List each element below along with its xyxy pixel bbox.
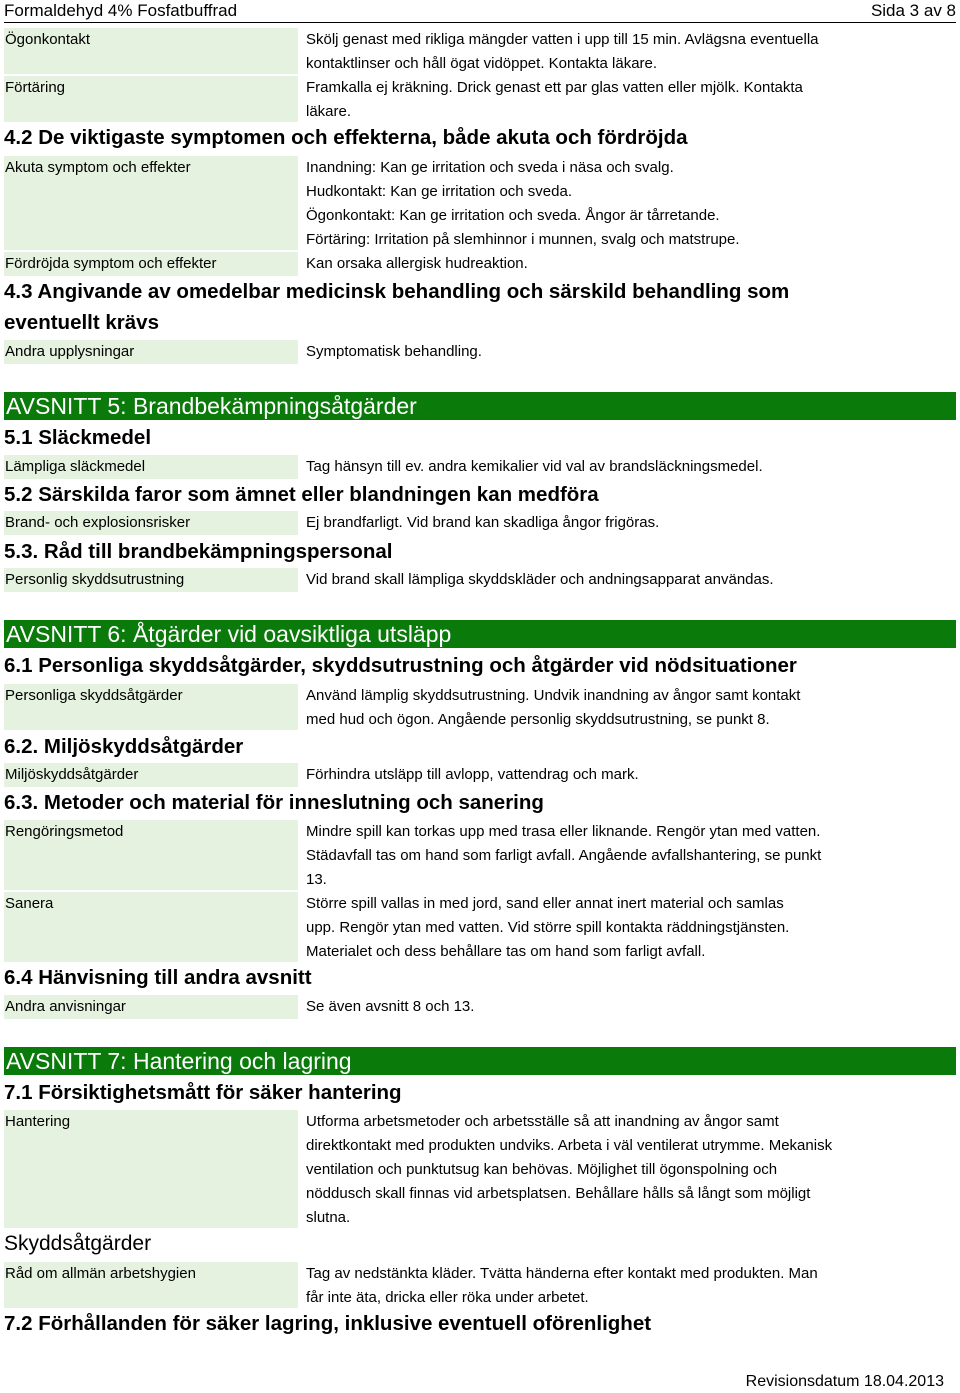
subsection-heading: 6.3. Metoder och material för inneslutning och sanering xyxy=(4,791,544,814)
row-label: Miljöskyddsåtgärder xyxy=(4,763,298,787)
row-label: Brand- och explosionsrisker xyxy=(4,511,298,535)
row-label: Rengöringsmetod xyxy=(4,820,298,890)
row-label: Förtäring xyxy=(4,76,298,122)
section-heading: AVSNITT 6: Åtgärder vid oavsiktliga utsläpp xyxy=(4,620,956,648)
row-value: Utforma arbetsmetoder och arbetsställe så att inandning av ångor samt direktkontakt med produkten undviks. Arbeta i väl ventilerat utrymme. Mekanisk ventilation och punktutsug kan behövas. Möjlighet till ögonspolning och nöddusch skall finnas vid arbetsplatsen. Behållare hålls så långt som möjligt slutna. xyxy=(306,1113,833,1226)
row-label: Ögonkontakt xyxy=(4,28,298,74)
row-value: Se även avsnitt 8 och 13. xyxy=(306,998,475,1015)
section-heading: AVSNITT 5: Brandbekämpningsåtgärder xyxy=(4,392,956,420)
row-value: Framkalla ej kräkning. Drick genast ett par glas vatten eller mjölk. Kontakta läkare. xyxy=(306,79,803,120)
subsection-heading: 6.4 Hänvisning till andra avsnitt xyxy=(4,966,312,989)
row-value: Större spill vallas in med jord, sand eller annat inert material och samlas upp. Rengör ytan med vatten. Vid större spill kontakta räddningstjänsten. Materialet och dess behållare tas om hand som farligt avfall. xyxy=(306,895,790,960)
row-value: Symptomatisk behandling. xyxy=(306,343,482,360)
row-value: Använd lämplig skyddsutrustning. Undvik inandning av ångor samt kontakt med hud och ögon. Angående personlig skyddsutrustning, se punkt 8. xyxy=(306,687,801,728)
subsection-heading: 5.3. Råd till brandbekämpningspersonal xyxy=(4,540,393,563)
page-number: Sida 3 av 8 xyxy=(870,1,956,20)
subsection-heading: 5.2 Särskilda faror som ämnet eller blandningen kan medföra xyxy=(4,483,599,506)
row-label: Andra upplysningar xyxy=(4,340,298,364)
page-header xyxy=(4,0,956,23)
row-value: Inandning: Kan ge irritation och sveda i näsa och svalg. Hudkontakt: Kan ge irritation och sveda. Ögonkontakt: Kan ge irritation och sveda. Ångor är tårretande. Förtäring: Irritation på slemhinnor i munnen, svalg och matstrupe. xyxy=(306,159,740,248)
row-label: Personliga skyddsåtgärder xyxy=(4,684,298,730)
row-label: Sanera xyxy=(4,892,298,962)
section-heading: AVSNITT 7: Hantering och lagring xyxy=(4,1047,956,1075)
subsection-heading: 6.2. Miljöskyddsåtgärder xyxy=(4,735,244,758)
row-value: Mindre spill kan torkas upp med trasa eller liknande. Rengör ytan med vatten. Städavfall tas om hand som farligt avfall. Angående avfallshantering, se punkt 13. xyxy=(306,823,822,888)
subsection-heading: 6.1 Personliga skyddsåtgärder, skyddsutrustning och åtgärder vid nödsituationer xyxy=(4,654,797,677)
subsection-heading: 4.3 Angivande av omedelbar medicinsk behandling och särskild behandling som xyxy=(4,280,790,303)
row-label: Personlig skyddsutrustning xyxy=(4,568,298,592)
subsection-heading: Skyddsåtgärder xyxy=(4,1232,152,1255)
row-value: Vid brand skall lämpliga skyddskläder och andningsapparat användas. xyxy=(306,571,774,588)
row-value: Skölj genast med rikliga mängder vatten i upp till 15 min. Avlägsna eventuella kontaktlinser och håll ögat vidöppet. Kontakta läkare. xyxy=(306,31,819,72)
row-label: Lämpliga släckmedel xyxy=(4,455,298,479)
row-label: Råd om allmän arbetshygien xyxy=(4,1262,298,1308)
row-label: Fördröjda symptom och effekter xyxy=(4,252,298,276)
row-label: Akuta symptom och effekter xyxy=(4,156,298,250)
row-value: Kan orsaka allergisk hudreaktion. xyxy=(306,255,528,272)
revision-date: Revisionsdatum 18.04.2013 xyxy=(745,1373,944,1390)
subsection-heading: 4.2 De viktigaste symptomen och effekterna, både akuta och fördröjda xyxy=(4,126,688,149)
row-label: Hantering xyxy=(4,1110,298,1228)
subsection-heading-cont: eventuellt krävs xyxy=(4,311,159,334)
document-title: Formaldehyd 4% Fosfatbuffrad xyxy=(4,1,238,20)
subsection-heading: 7.2 Förhållanden för säker lagring, inklusive eventuell oförenlighet xyxy=(4,1312,652,1335)
row-value: Ej brandfarligt. Vid brand kan skadliga ångor frigöras. xyxy=(306,514,660,531)
row-label: Andra anvisningar xyxy=(4,995,298,1019)
subsection-heading: 5.1 Släckmedel xyxy=(4,426,152,449)
row-value: Tag hänsyn till ev. andra kemikalier vid val av brandsläckningsmedel. xyxy=(306,458,763,475)
subsection-heading: 7.1 Försiktighetsmått för säker hantering xyxy=(4,1081,402,1104)
row-value: Tag av nedstänkta kläder. Tvätta händerna efter kontakt med produkten. Man får inte äta, dricka eller röka under arbetet. xyxy=(306,1265,818,1306)
row-value: Förhindra utsläpp till avlopp, vattendrag och mark. xyxy=(306,766,639,783)
